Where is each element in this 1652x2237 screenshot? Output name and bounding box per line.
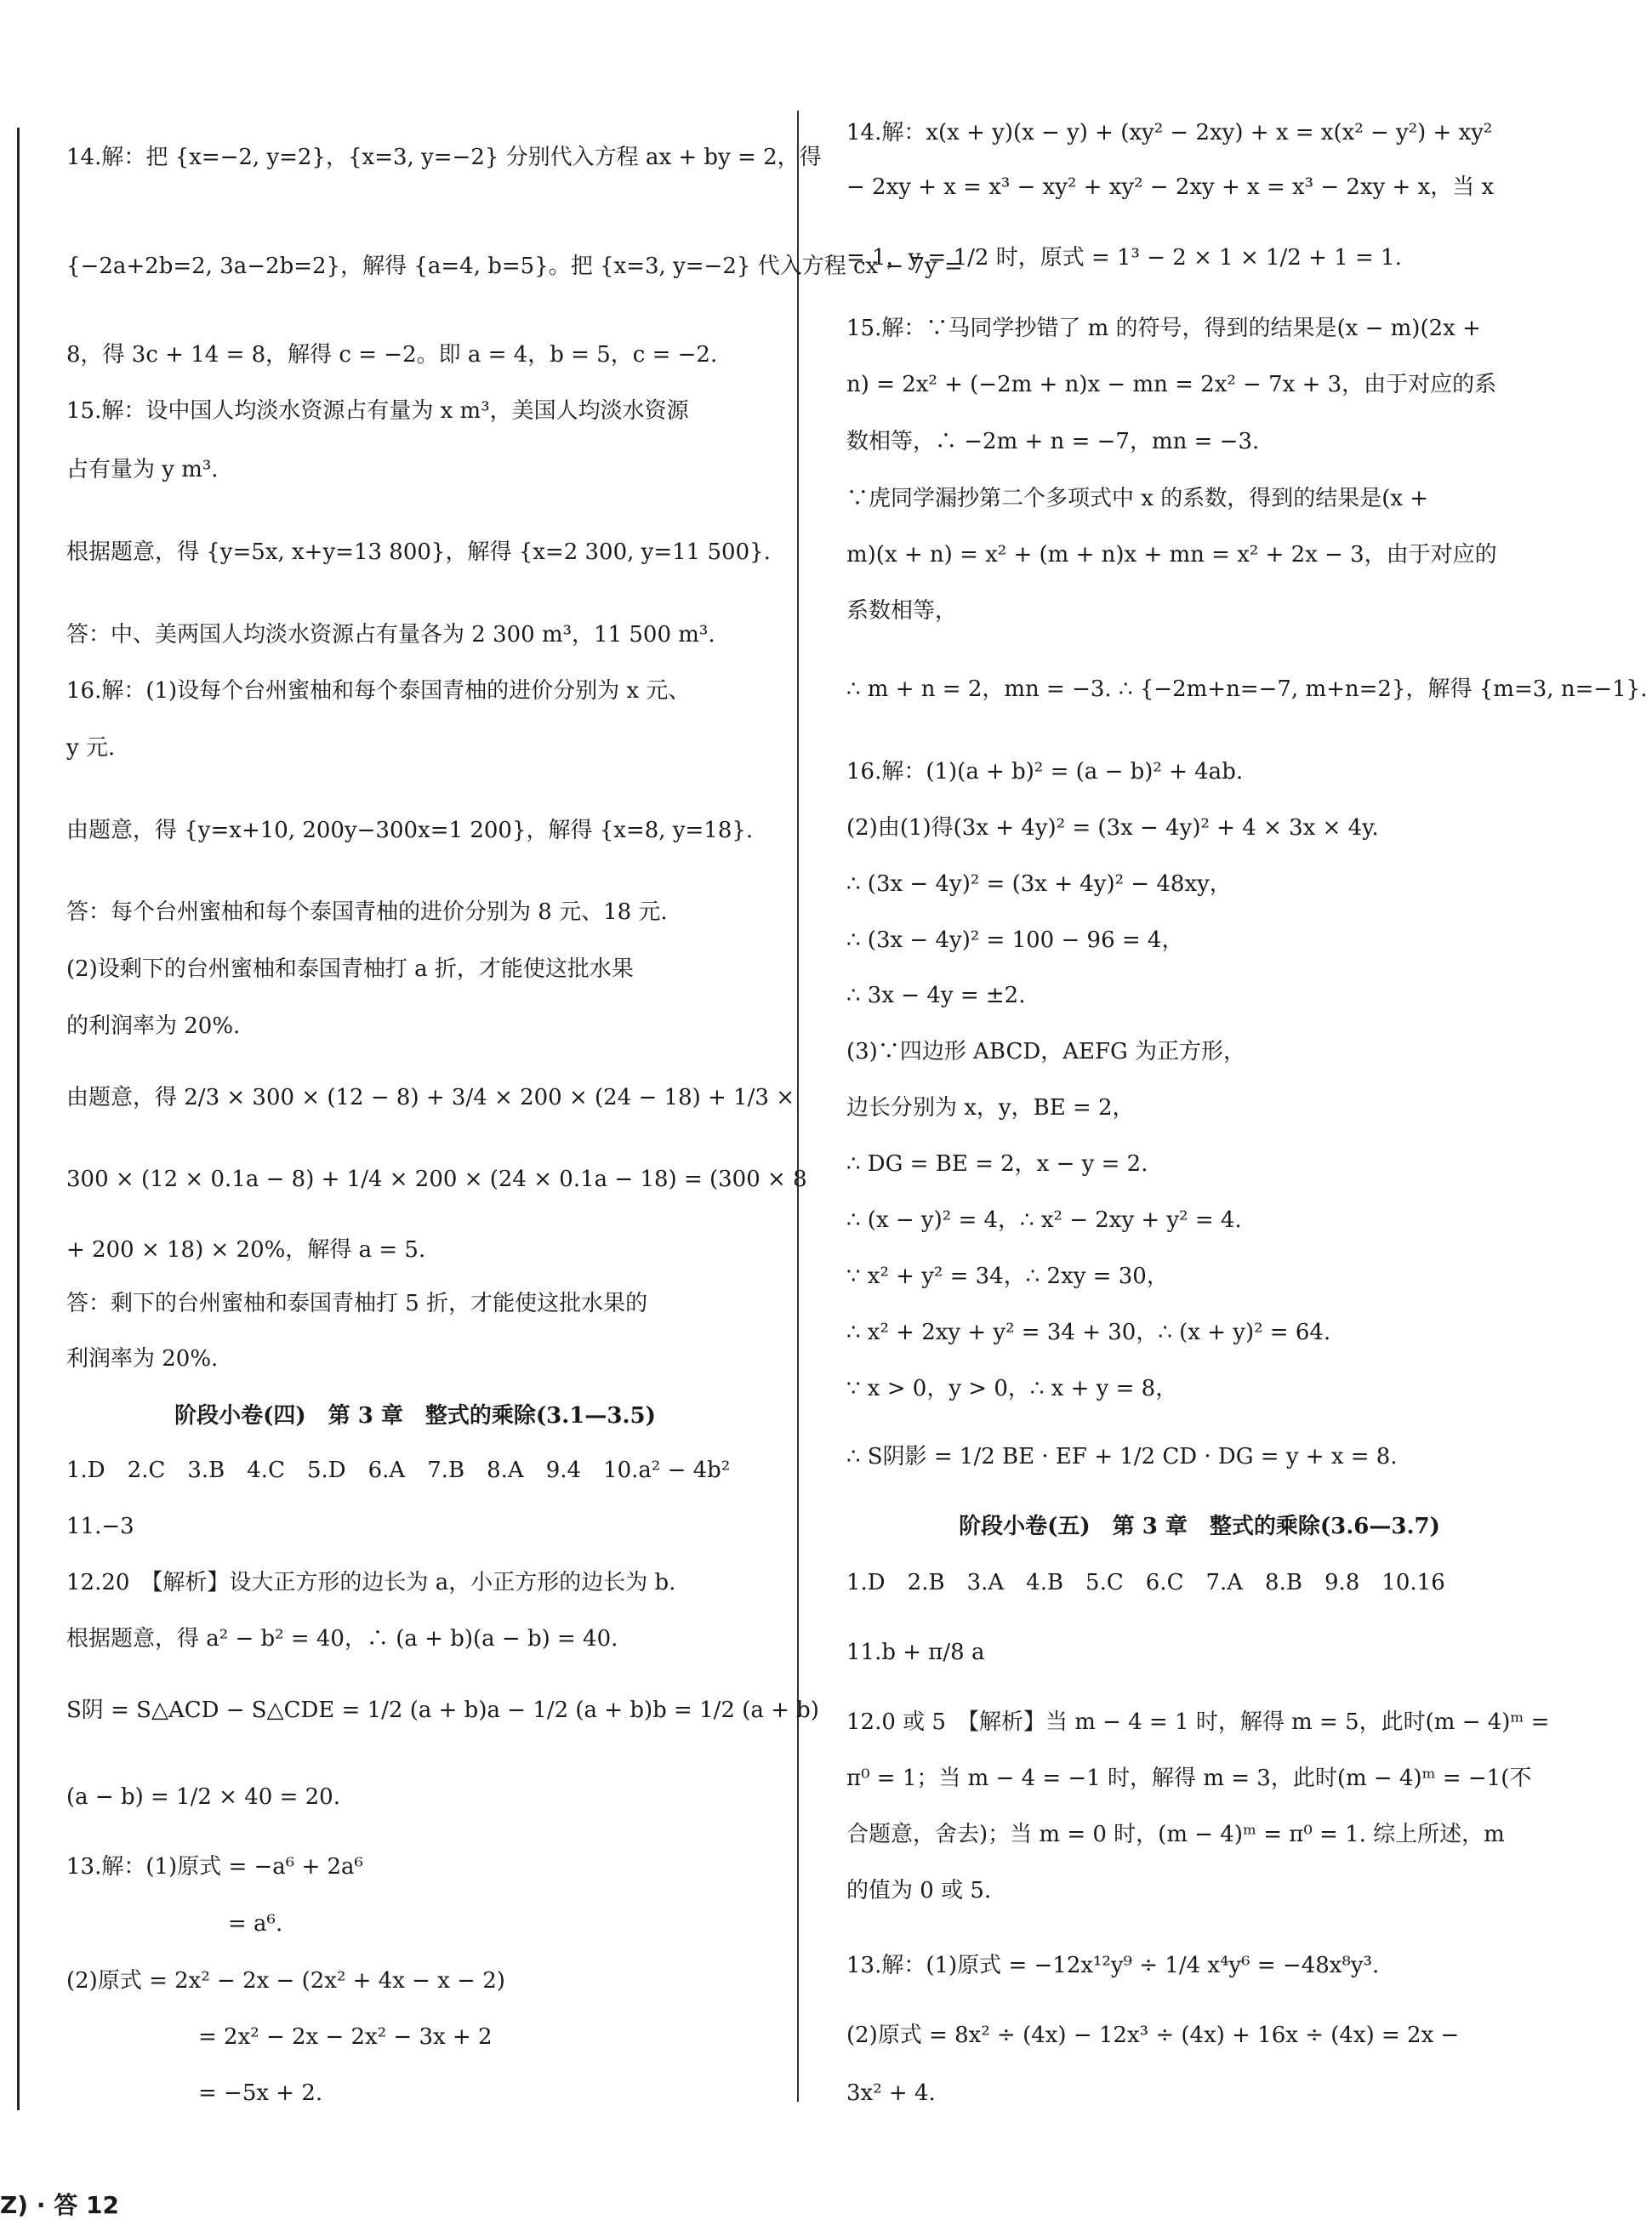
text-line: 的利润率为 20%. bbox=[66, 1013, 241, 1039]
text-line: 利润率为 20%. bbox=[66, 1346, 219, 1372]
text-line: 根据题意，得 {y=5x, x+y=13 800}，解得 {x=2 300, y=11 500}. bbox=[66, 539, 771, 565]
text-line: π⁰ = 1；当 m − 4 = −1 时，解得 m = 3，此时(m − 4)ᵐ = −1(不 bbox=[846, 1766, 1532, 1791]
text-line: + 200 × 18) × 20%，解得 a = 5. bbox=[66, 1237, 426, 1263]
text-line: = a⁶. bbox=[228, 1911, 283, 1937]
text-line: 16.解：(1)(a + b)² = (a − b)² + 4ab. bbox=[846, 759, 1244, 785]
text-line: 8，得 3c + 14 = 8，解得 c = −2。即 a = 4，b = 5，c = −2. bbox=[66, 342, 718, 368]
text-line: 答：剩下的台州蜜柚和泰国青柚打 5 折，才能使这批水果的 bbox=[66, 1291, 648, 1316]
text-line: {−2a+2b=2, 3a−2b=2}，解得 {a=4, b=5}。把 {x=3, y=−2} 代入方程 cx − 7y = bbox=[66, 254, 963, 279]
text-line: ∴ S阴影 = 1/2 BE · EF + 1/2 CD · DG = y + x = 8. bbox=[846, 1444, 1398, 1469]
text-line: y 元. bbox=[66, 735, 116, 761]
text-line: 数相等，∴ −2m + n = −7，mn = −3. bbox=[846, 429, 1260, 454]
column-divider bbox=[797, 111, 799, 2102]
text-line: 系数相等， bbox=[846, 598, 958, 624]
text-line: 由题意，得 2/3 × 300 × (12 − 8) + 3/4 × 200 × (24 − 18) + 1/3 × bbox=[66, 1085, 795, 1110]
text-line: ∴ x² + 2xy + y² = 34 + 30，∴ (x + y)² = 64. bbox=[846, 1320, 1331, 1345]
text-line: ∴ 3x − 4y = ±2. bbox=[846, 983, 1026, 1008]
text-line: 占有量为 y m³. bbox=[66, 457, 219, 482]
text-line: m)(x + n) = x² + (m + n)x + mn = x² + 2x − 3，由于对应的 bbox=[846, 542, 1497, 568]
text-line: (3)∵四边形 ABCD，AEFG 为正方形， bbox=[846, 1039, 1246, 1064]
text-line: ∴ DG = BE = 2，x − y = 2. bbox=[846, 1151, 1148, 1177]
text-line: ∴ (3x − 4y)² = (3x + 4y)² − 48xy， bbox=[846, 871, 1232, 897]
text-line: 16.解：(1)设每个台州蜜柚和每个泰国青柚的进价分别为 x 元、 bbox=[66, 678, 691, 704]
text-line: (2)设剩下的台州蜜柚和泰国青柚打 a 折，才能使这批水果 bbox=[66, 956, 634, 982]
text-line: 300 × (12 × 0.1a − 8) + 1/4 × 200 × (24 × 0.1a − 18) = (300 × 8 bbox=[66, 1167, 807, 1192]
text-line: (a − b) = 1/2 × 40 = 20. bbox=[66, 1784, 340, 1810]
section-title: 阶段小卷(五) 第 3 章 整式的乘除(3.6—3.7) bbox=[959, 1514, 1440, 1539]
text-line: ∴ (x − y)² = 4，∴ x² − 2xy + y² = 4. bbox=[846, 1207, 1242, 1233]
answer-line: 11.−3 bbox=[66, 1514, 134, 1539]
text-line: (2)原式 = 2x² − 2x − (2x² + 4x − x − 2) bbox=[66, 1968, 505, 1994]
text-line: ∵虎同学漏抄第二个多项式中 x 的系数，得到的结果是(x + bbox=[846, 486, 1429, 511]
text-line: 边长分别为 x，y，BE = 2， bbox=[846, 1095, 1135, 1121]
text-line: 根据题意，得 a² − b² = 40，∴ (a + b)(a − b) = 40. bbox=[66, 1626, 618, 1652]
text-line: 12.0 或 5 【解析】当 m − 4 = 1 时，解得 m = 5，此时(m − 4)ᵐ = bbox=[846, 1709, 1550, 1735]
text-line: (2)原式 = 8x² ÷ (4x) − 12x³ ÷ (4x) + 16x ÷ (4x) = 2x − bbox=[846, 2023, 1460, 2048]
text-line: 由题意，得 {y=x+10, 200y−300x=1 200}，解得 {x=8, y=18}. bbox=[66, 818, 754, 843]
left-margin-rule bbox=[17, 128, 20, 2110]
section-title: 阶段小卷(四) 第 3 章 整式的乘除(3.1—3.5) bbox=[174, 1403, 656, 1429]
text-line: 15.解：设中国人均淡水资源占有量为 x m³，美国人均淡水资源 bbox=[66, 398, 689, 424]
text-line: 答：中、美两国人均淡水资源占有量各为 2 300 m³，11 500 m³. bbox=[66, 622, 715, 648]
answer-line: 1.D 2.B 3.A 4.B 5.C 6.C 7.A 8.B 9.8 10.16 bbox=[846, 1570, 1445, 1595]
text-line: 14.解：x(x + y)(x − y) + (xy² − 2xy) + x = x(x² − y²) + xy² bbox=[846, 120, 1493, 146]
text-line: 15.解：∵马同学抄错了 m 的符号，得到的结果是(x − m)(2x + bbox=[846, 316, 1481, 341]
text-line: 13.解：(1)原式 = −12x¹²y⁹ ÷ 1/4 x⁴y⁶ = −48x⁸y³. bbox=[846, 1953, 1380, 1978]
text-line: 的值为 0 或 5. bbox=[846, 1878, 992, 1903]
text-line: ∴ m + n = 2，mn = −3. ∴ {−2m+n=−7, m+n=2}，解得 {m=3, n=−1}. bbox=[846, 676, 1648, 702]
text-line: 12.20 【解析】设大正方形的边长为 a，小正方形的边长为 b. bbox=[66, 1570, 676, 1595]
text-line: 14.解：把 {x=−2, y=2}，{x=3, y=−2} 分别代入方程 ax + by = 2，得 bbox=[66, 145, 822, 170]
text-line: = 1，y = 1/2 时，原式 = 1³ − 2 × 1 × 1/2 + 1 = 1. bbox=[846, 245, 1402, 271]
text-line: 合题意，舍去)；当 m = 0 时，(m − 4)ᵐ = π⁰ = 1. 综上所述，m bbox=[846, 1822, 1505, 1847]
text-line: = −5x + 2. bbox=[198, 2080, 323, 2106]
text-line: ∵ x² + y² = 34，∴ 2xy = 30， bbox=[846, 1264, 1169, 1289]
text-line: 答：每个台州蜜柚和每个泰国青柚的进价分别为 8 元、18 元. bbox=[66, 899, 668, 925]
answer-line: 1.D 2.C 3.B 4.C 5.D 6.A 7.B 8.A 9.4 10.a² − 4b² bbox=[66, 1458, 731, 1483]
text-line: ∴ (3x − 4y)² = 100 − 96 = 4， bbox=[846, 927, 1184, 953]
text-line: S阴 = S△ACD − S△CDE = 1/2 (a + b)a − 1/2 (a + b)b = 1/2 (a + b) bbox=[66, 1698, 819, 1723]
text-line: n) = 2x² + (−2m + n)x − mn = 2x² − 7x + 3，由于对应的系 bbox=[846, 372, 1497, 397]
text-line: 3x² + 4. bbox=[846, 2080, 936, 2106]
text-line: − 2xy + x = x³ − xy² + xy² − 2xy + x = x³ − 2xy + x，当 x bbox=[846, 174, 1495, 200]
text-line: (2)由(1)得(3x + 4y)² = (3x − 4y)² + 4 × 3x × 4y. bbox=[846, 815, 1379, 841]
text-line: ∵ x > 0，y > 0，∴ x + y = 8， bbox=[846, 1376, 1178, 1401]
text-line: 13.解：(1)原式 = −a⁶ + 2a⁶ bbox=[66, 1854, 363, 1880]
page-footer: Z) · 答 12 bbox=[0, 2191, 119, 2219]
answer-line: 11.b + π/8 a bbox=[846, 1640, 985, 1665]
text-line: = 2x² − 2x − 2x² − 3x + 2 bbox=[198, 2024, 493, 2050]
